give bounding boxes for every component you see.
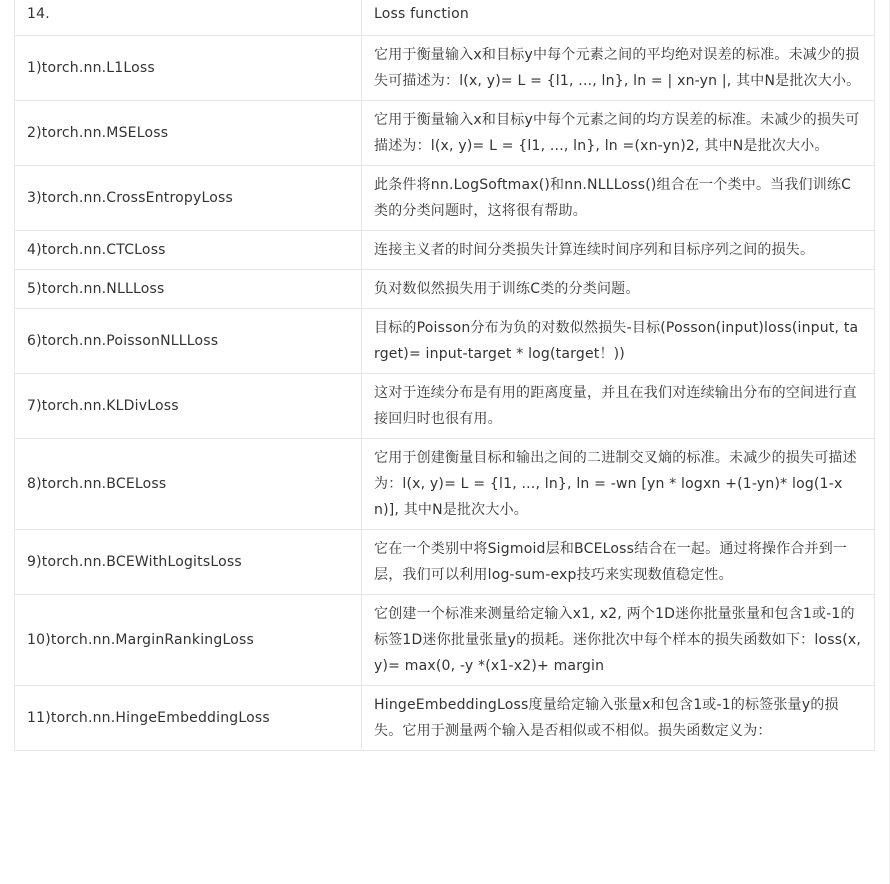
loss-name-cell: 7)torch.nn.KLDivLoss — [15, 374, 362, 439]
table-row — [15, 36, 875, 101]
loss-description-cell: 它在一个类别中将Sigmoid层和BCELoss结合在一起。通过将操作合并到一层，我们可以利用log-sum-exp技巧来实现数值稳定性。 — [362, 530, 875, 595]
loss-description-cell: 这对于连续分布是有用的距离度量，并且在我们对连续输出分布的空间进行直接回归时也很有用。 — [362, 374, 875, 439]
loss-description-cell: 它用于衡量输入x和目标y中每个元素之间的平均绝对误差的标准。未减少的损失可描述为：l(x, y)= L = {l1, ..., ln}, ln = | xn-yn |, 其中N是批次大小。 — [362, 36, 875, 101]
loss-name-cell: 8)torch.nn.BCELoss — [15, 439, 362, 530]
loss-description-cell: 它创建一个标准来测量给定输入x1, x2, 两个1D迷你批量张量和包含1或-1的标签1D迷你批量张量y的损耗。迷你批次中每个样本的损失函数如下：loss(x, y)= max(0, -y *(x1-x2)+ margin — [362, 595, 875, 686]
loss-description-cell: 此条件将nn.LogSoftmax()和nn.NLLLoss()组合在一个类中。当我们训练C类的分类问题时，这将很有帮助。 — [362, 166, 875, 231]
table-row — [15, 374, 875, 439]
content-area — [14, 0, 888, 751]
table-row — [15, 166, 875, 231]
header-title-cell: Loss function — [362, 0, 875, 36]
loss-name-cell: 2)torch.nn.MSELoss — [15, 101, 362, 166]
loss-function-table — [14, 0, 875, 751]
loss-description-cell: 目标的Poisson分布为负的对数似然损失-目标(Posson(input)loss(input, target)= input-target * log(target！)) — [362, 309, 875, 374]
loss-name-cell: 5)torch.nn.NLLLoss — [15, 270, 362, 309]
loss-description-cell: HingeEmbeddingLoss度量给定输入张量x和包含1或-1的标签张量y的损失。它用于测量两个输入是否相似或不相似。损失函数定义为： — [362, 686, 875, 751]
loss-name-cell: 6)torch.nn.PoissonNLLLoss — [15, 309, 362, 374]
table-row — [15, 439, 875, 530]
table-row — [15, 309, 875, 374]
table-row — [15, 270, 875, 309]
table-row — [15, 595, 875, 686]
header-number-cell: 14. — [15, 0, 362, 36]
loss-description-cell: 它用于衡量输入x和目标y中每个元素之间的均方误差的标准。未减少的损失可描述为：l(x, y)= L = {l1, ..., ln}, ln =(xn-yn)2, 其中N是批次大小。 — [362, 101, 875, 166]
table-row — [15, 530, 875, 595]
loss-name-cell: 10)torch.nn.MarginRankingLoss — [15, 595, 362, 686]
table-header-row — [15, 0, 875, 36]
loss-description-cell: 连接主义者的时间分类损失计算连续时间序列和目标序列之间的损失。 — [362, 231, 875, 270]
table-row — [15, 231, 875, 270]
loss-name-cell: 11)torch.nn.HingeEmbeddingLoss — [15, 686, 362, 751]
loss-name-cell: 4)torch.nn.CTCLoss — [15, 231, 362, 270]
table-row — [15, 686, 875, 751]
loss-name-cell: 3)torch.nn.CrossEntropyLoss — [15, 166, 362, 231]
loss-description-cell: 它用于创建衡量目标和输出之间的二进制交叉熵的标准。未减少的损失可描述为：l(x, y)= L = {l1, ..., ln}, ln = -wn [yn * logxn +(1-yn)* log(1-xn)], 其中N是批次大小。 — [362, 439, 875, 530]
loss-description-cell: 负对数似然损失用于训练C类的分类问题。 — [362, 270, 875, 309]
loss-name-cell: 9)torch.nn.BCEWithLogitsLoss — [15, 530, 362, 595]
table-row — [15, 101, 875, 166]
loss-name-cell: 1)torch.nn.L1Loss — [15, 36, 362, 101]
